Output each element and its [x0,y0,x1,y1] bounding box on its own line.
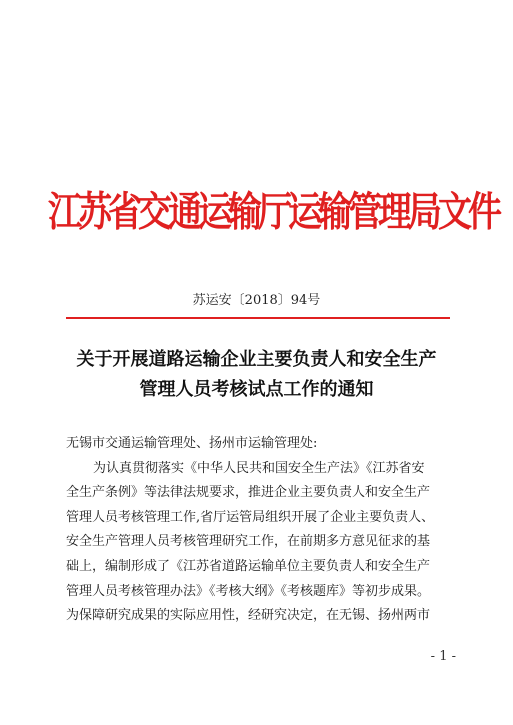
title-line-2: 管理人员考核试点工作的通知 [139,379,374,400]
document-title [40,345,473,405]
document-body [66,432,458,629]
document-number: 苏运安〔2018〕94号 [192,293,321,308]
document-masthead: 江苏省交通运输厅运输管理局文件 [48,189,498,237]
title-line-1: 关于开展道路运输企业主要负责人和安全生产 [76,349,437,370]
salutation: 无锡市交通运输管理处、扬州市运输管理处: [66,436,318,451]
body-line-4: 安全生产管理人员考核管理研究工作，在前期多方意见征求的基 [66,534,431,550]
body-line-1: 为认真贯彻落实《中华人民共和国安全生产法》《江苏省安 [93,460,425,476]
body-line-7: 为保障研究成果的实际应用性，经研究决定，在无锡、扬州两市 [66,608,431,624]
page-number: - 1 - [430,649,456,664]
body-line-6: 管理人员考核管理办法》《考核大纲》《考核题库》等初步成果。 [66,583,431,599]
body-line-5: 础上，编制形成了《江苏省道路运输单位主要负责人和安全生产 [66,558,431,574]
red-divider-rule [66,317,450,319]
body-line-3: 管理人员考核管理工作,省厅运管局组织开展了企业主要负责人、 [66,509,435,525]
body-line-2: 全生产条例》等法律法规要求，推进企业主要负责人和安全生产 [66,485,431,501]
